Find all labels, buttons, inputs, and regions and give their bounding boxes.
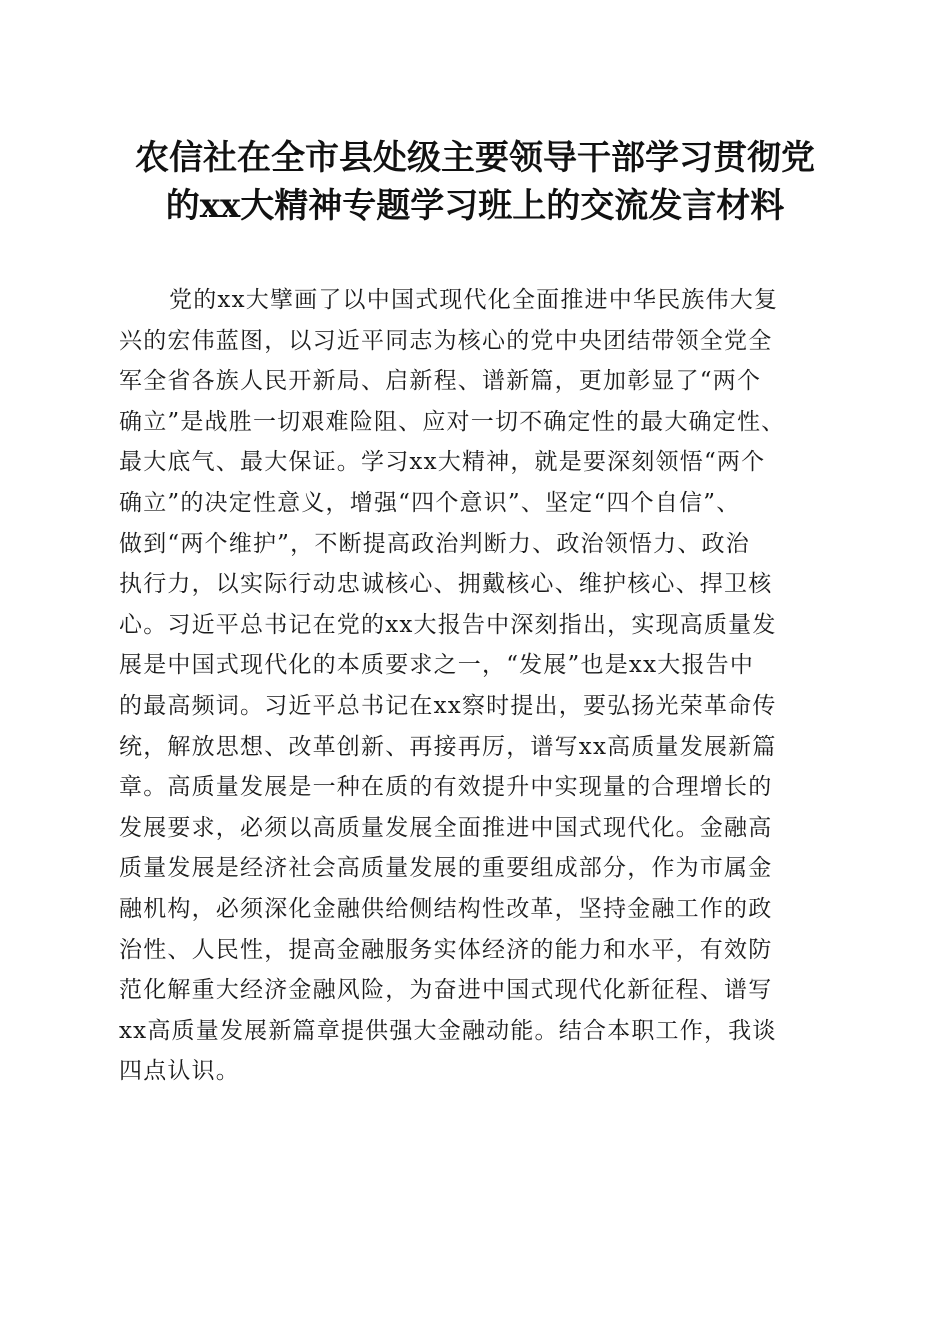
- paragraph-line: 统，解放思想、改革创新、再接再厉，谱写xx高质量发展新篇: [119, 733, 777, 760]
- paragraph-line: 章。高质量发展是一种在质的有效提升中实现量的合理增长的: [119, 774, 773, 801]
- paragraph-line: 最大底气、最大保证。学习xx大精神，就是要深刻领悟“两个: [119, 449, 766, 476]
- paragraph-line: 确立”是战胜一切艰难险阻、应对一切不确定性的最大确定性、: [119, 408, 786, 435]
- paragraph-line: 融机构，必须深化金融供给侧结构性改革，坚持金融工作的政: [119, 895, 773, 922]
- paragraph-line: 兴的宏伟蓝图，以习近平同志为核心的党中央团结带领全党全: [119, 327, 773, 354]
- paragraph-line: 心。习近平总书记在党的xx大报告中深刻指出，实现高质量发: [119, 611, 777, 638]
- paragraph-line: 展是中国式现代化的本质要求之一，“发展”也是xx大报告中: [119, 652, 755, 679]
- paragraph-line: 四点认识。: [119, 1058, 240, 1085]
- paragraph-line: 党的xx大擘画了以中国式现代化全面推进中华民族伟大复: [169, 287, 779, 313]
- paragraph-line: 确立”的决定性意义，增强“四个意识”、坚定“四个自信”、: [119, 489, 741, 516]
- paragraph-line: xx高质量发展新篇章提供强大金融动能。结合本职工作，我谈: [119, 1017, 777, 1044]
- paragraph-line: 发展要求，必须以高质量发展全面推进中国式现代化。金融高: [119, 814, 773, 841]
- body-paragraph: [119, 280, 839, 1092]
- paragraph-line: 质量发展是经济社会高质量发展的重要组成部分，作为市属金: [119, 855, 773, 882]
- document-title: [80, 134, 870, 230]
- paragraph-line: 范化解重大经济金融风险，为奋进中国式现代化新征程、谱写: [119, 977, 773, 1004]
- paragraph-line: 治性、人民性，提高金融服务实体经济的能力和水平，有效防: [119, 936, 773, 963]
- paragraph-line: 执行力，以实际行动忠诚核心、拥戴核心、维护核心、捍卫核: [119, 571, 773, 598]
- paragraph-line: 军全省各族人民开新局、启新程、谱新篇，更加彰显了“两个: [119, 368, 762, 395]
- title-line-1: 农信社在全市县处级主要领导干部学习贯彻党: [135, 138, 815, 178]
- title-line-2: 的xx大精神专题学习班上的交流发言材料: [165, 186, 785, 226]
- paragraph-line: 的最高频词。习近平总书记在xx察时提出，要弘扬光荣革命传: [119, 692, 777, 719]
- paragraph-line: 做到“两个维护”，不断提高政治判断力、政治领悟力、政治: [119, 530, 750, 557]
